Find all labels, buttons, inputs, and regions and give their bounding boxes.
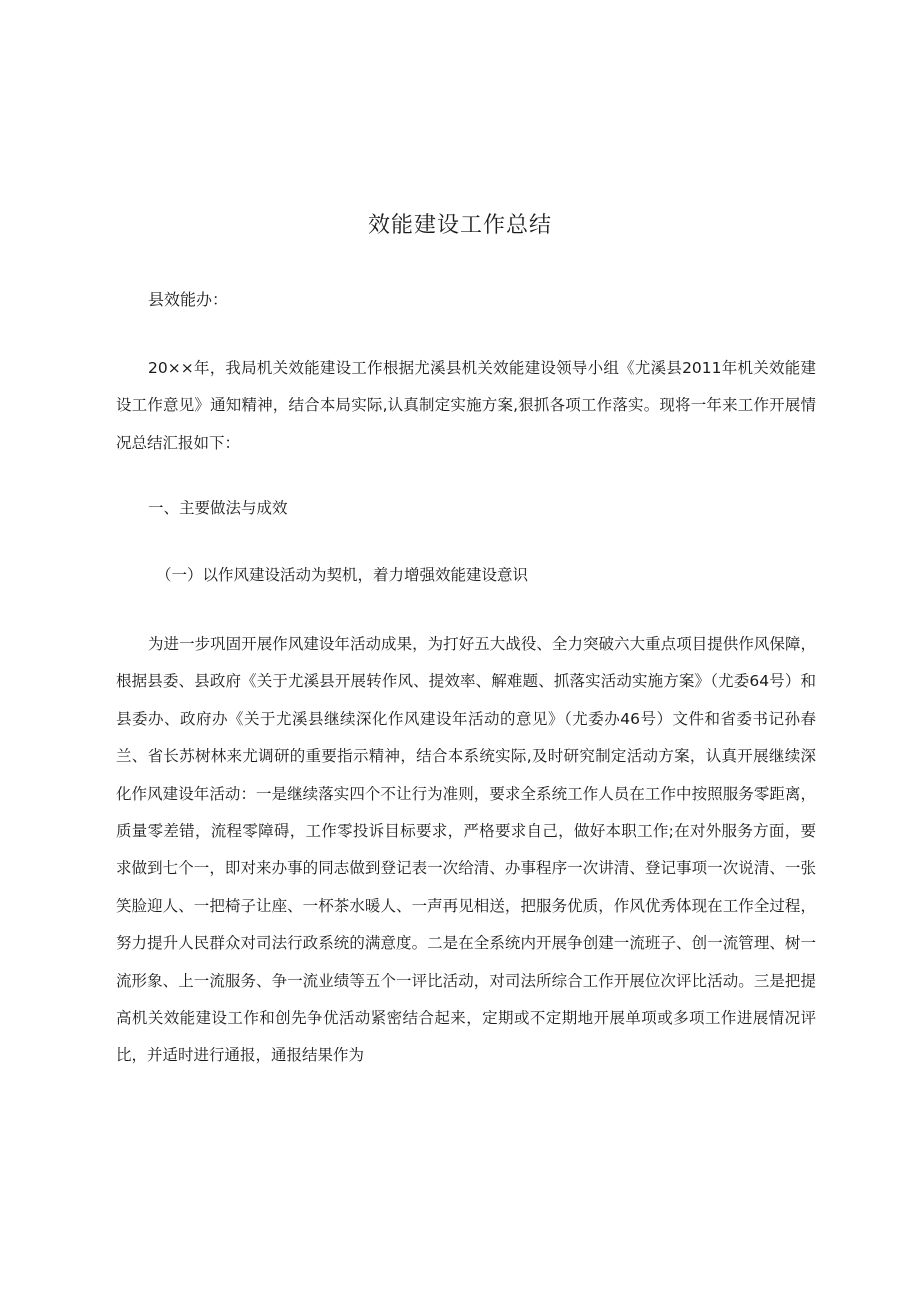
document-title: 效能建设工作总结 [367,213,552,238]
body-paragraph: 为进一步巩固开展作风建设年活动成果，为打好五大战役、全力突破六大重点项目提供作风保障，根据县委、县政府《关于尤溪县开展转作风、提效率、解难题、抓落实活动实施方案》（尤委64号）和县委办、政府办《关于尤溪县继续深化作风建设年活动的意见》（尤委办46号）文件和省委书记孙春兰、省长苏树林来尤调研的重要指示精神，结合本系统实际,及时研究制定活动方案，认真开展继续深化作风建设年活动：一是继续落实四个不让行为准则，要求全系统工作人员在工作中按照服务零距离，质量零差错，流程零障碍，工作零投诉目标要求，严格要求自己，做好本职工作;在对外服务方面，要求做到七个一，即对来办事的同志做到登记表一次给清、办事程序一次讲清、登记事项一次说清、一张笑脸迎人、一把椅子让座、一杯茶水暖人、一声再见相送，把服务优质，作风优秀体现在工作全过程，努力提升人民群众对司法行政系统的满意度。二是在全系统内开展争创建一流班子、创一流管理、树一流形象、上一流服务、争一流业绩等五个一评比活动，对司法所综合工作开展位次评比活动。三是把提高机关效能建设工作和创先争优活动紧密结合起来，定期或不定期地开展单项或多项工作进展情况评比，并适时进行通报，通报结果作为 [116,635,816,1065]
salutation: 县效能办： [148,290,229,309]
subsection-heading: （一）以作风建设活动为契机，着力增强效能建设意识 [156,566,529,584]
section-heading: 一、主要做法与成效 [148,499,288,517]
intro-paragraph: 20××年，我局机关效能建设工作根据尤溪县机关效能建设领导小组《尤溪县2011年机关效能建设工作意见》通知精神，结合本局实际,认真制定实施方案,狠抓各项工作落实。现将一年来工作开展情况总结汇报如下： [116,359,816,452]
